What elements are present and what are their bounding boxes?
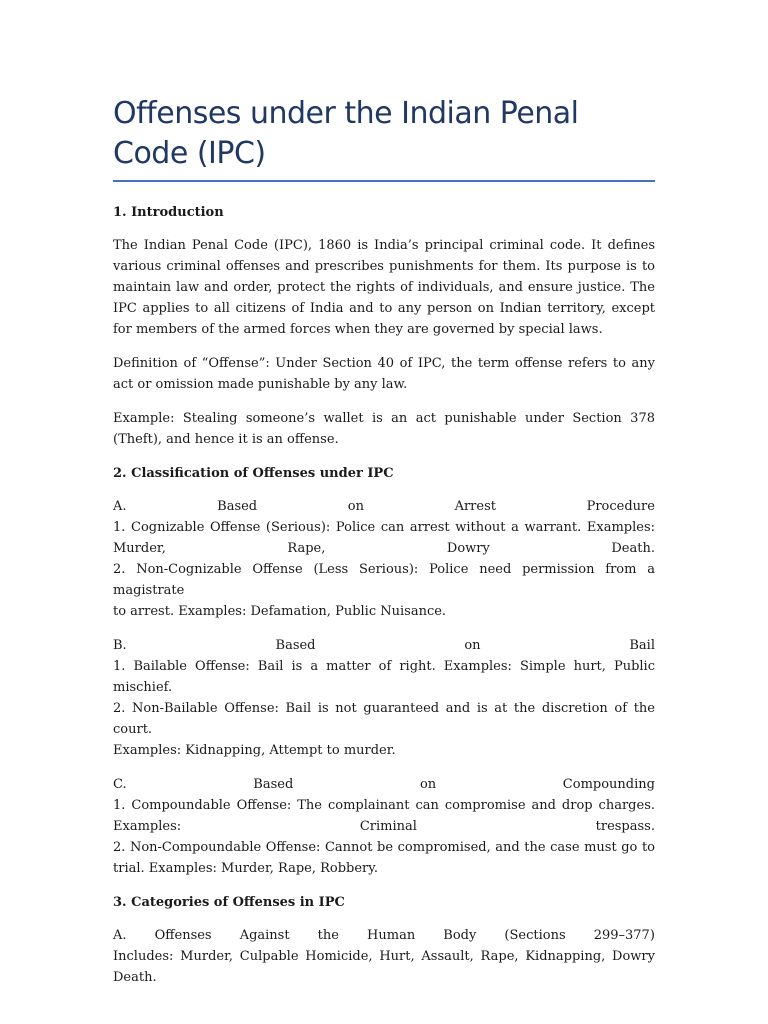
word: Death. — [611, 541, 655, 556]
word: C. — [113, 777, 127, 792]
word: Human — [367, 928, 416, 943]
offense-definition-paragraph: Definition of “Offense”: Under Section 40 of IPC, the term offense refers to any act or omission made punishable by any law. — [113, 356, 655, 392]
word: Examples: — [113, 819, 182, 834]
word: Based — [275, 638, 316, 653]
non-bailable-line: 2. Non-Bailable Offense: Bail is not guaranteed and is at the discretion of the court. — [113, 701, 655, 737]
section-heading-introduction: 1. Introduction — [113, 205, 224, 220]
cognizable-line: 1. Cognizable Offense (Serious): Police can arrest without a warrant. Examples: — [113, 520, 655, 535]
word: 299–377) — [593, 928, 655, 943]
offense-example-paragraph: Example: Stealing someone’s wallet is an act punishable under Section 378 (Theft), and hence it is an offense. — [113, 411, 655, 447]
non-cognizable-line: 2. Non-Cognizable Offense (Less Serious): Police need permission from a magistrate — [113, 562, 655, 598]
non-cognizable-examples-line: to arrest. Examples: Defamation, Public Nuisance. — [113, 604, 447, 619]
document-title: Offenses under the Indian Penal Code (IPC) — [113, 96, 579, 171]
word: A. — [113, 928, 127, 943]
word: on — [464, 638, 481, 653]
word: Against — [239, 928, 290, 943]
classification-bail-block — [113, 635, 655, 761]
word: on — [347, 499, 364, 514]
word: Bail — [629, 638, 655, 653]
classification-compounding-block — [113, 774, 655, 879]
bail-subheading — [113, 635, 655, 656]
category-human-body-block — [113, 925, 655, 988]
word: Rape, — [287, 541, 326, 556]
word: Based — [253, 777, 294, 792]
word: Murder, — [113, 541, 166, 556]
non-bailable-examples-line: Examples: Kidnapping, Attempt to murder. — [113, 743, 396, 758]
word: B. — [113, 638, 127, 653]
word: Dowry — [446, 541, 490, 556]
cognizable-examples-line — [113, 538, 655, 559]
bailable-line: 1. Bailable Offense: Bail is a matter of right. Examples: Simple hurt, Public mischief. — [113, 659, 655, 695]
word: trespass. — [595, 819, 655, 834]
word: Body — [443, 928, 477, 943]
document-page — [113, 94, 655, 1001]
word: Based — [217, 499, 258, 514]
non-compoundable-line: 2. Non-Compoundable Offense: Cannot be compromised, and the case must go to — [113, 840, 655, 855]
word: Arrest — [454, 499, 496, 514]
title-divider — [113, 180, 655, 182]
word: Criminal — [359, 819, 417, 834]
compoundable-line: 1. Compoundable Offense: The complainant can compromise and drop charges. — [113, 798, 655, 813]
word: on — [419, 777, 437, 792]
human-body-includes-end-line: Death. — [113, 970, 157, 985]
section-heading-classification: 2. Classification of Offenses under IPC — [113, 466, 394, 481]
arrest-subheading — [113, 496, 655, 517]
human-body-includes-line: Includes: Murder, Culpable Homicide, Hurt, Assault, Rape, Kidnapping, Dowry — [113, 949, 655, 964]
word: Procedure — [586, 499, 655, 514]
word: Offenses — [154, 928, 212, 943]
compounding-subheading — [113, 774, 655, 795]
word: Compounding — [562, 777, 655, 792]
word: the — [317, 928, 339, 943]
word: (Sections — [504, 928, 566, 943]
human-body-subheading — [113, 925, 655, 946]
non-compoundable-examples-line: trial. Examples: Murder, Rape, Robbery. — [113, 861, 379, 876]
word: A. — [113, 499, 127, 514]
section-heading-categories: 3. Categories of Offenses in IPC — [113, 895, 345, 910]
classification-arrest-block — [113, 496, 655, 622]
intro-paragraph: The Indian Penal Code (IPC), 1860 is India’s principal criminal code. It defines various criminal offenses and prescribes punishments for them. Its purpose is to maintain law and order, protect the rights of individuals, and ensure justice. The IPC applies to all citizens of India and to any person on Indian territory, except for members of the armed forces when they are governed by special laws. — [113, 238, 655, 337]
compoundable-examples-line — [113, 816, 655, 837]
